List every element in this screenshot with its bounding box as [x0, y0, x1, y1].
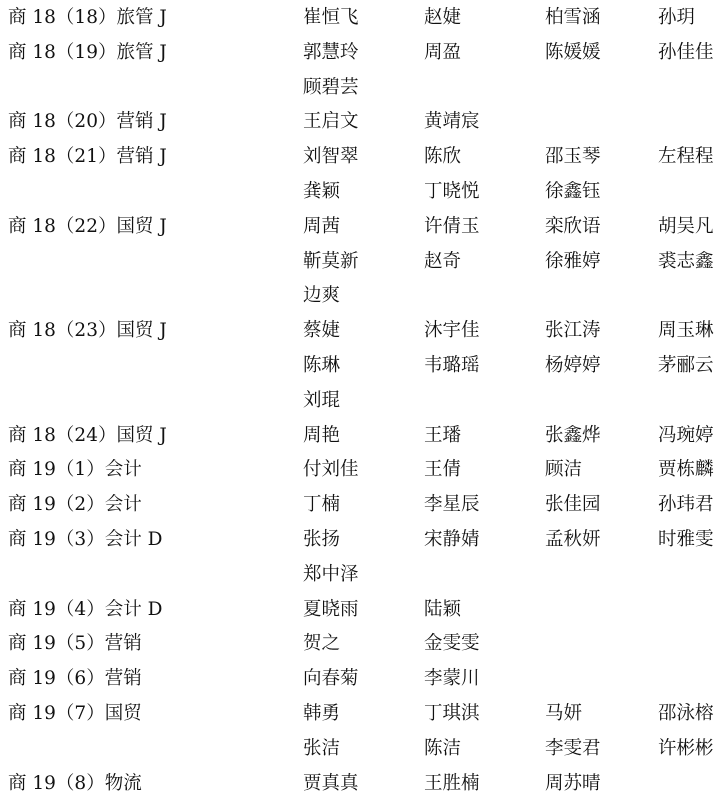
student-name: 金雯雯 [424, 633, 480, 655]
roster-row [0, 175, 727, 210]
student-name: 马妍 [545, 702, 583, 724]
class-name: 商 19（4）会计 D [8, 598, 163, 620]
student-name: 陈欣 [424, 146, 462, 168]
roster-row [0, 314, 727, 349]
roster-row [0, 697, 727, 732]
student-name: 贺之 [303, 633, 341, 655]
student-name: 韦璐瑶 [424, 354, 480, 376]
student-name: 丁琪淇 [424, 702, 480, 724]
student-name: 周艳 [303, 424, 341, 446]
student-name: 刘智翠 [303, 146, 359, 168]
student-name: 李蒙川 [424, 668, 480, 690]
class-name: 商 19（7）国贸 [8, 702, 142, 724]
student-name: 宋静婧 [424, 528, 480, 550]
class-name: 商 18（23）国贸 J [8, 320, 167, 342]
student-name: 徐鑫钰 [545, 180, 601, 202]
student-name: 孟秋妍 [545, 528, 601, 550]
class-name: 商 18（18）旅管 J [8, 7, 167, 28]
student-name: 时雅雯 [658, 528, 714, 550]
class-name: 商 19（6）营销 [8, 668, 142, 690]
roster-row [0, 662, 727, 697]
student-name: 向春菊 [303, 668, 359, 690]
student-name: 周玉琳 [658, 320, 714, 342]
roster-row [0, 453, 727, 488]
class-name: 商 19（1）会计 [8, 459, 142, 481]
student-name: 许彬彬 [658, 737, 714, 759]
student-name: 胡吴凡 [658, 215, 714, 237]
student-name: 王璠 [424, 424, 462, 446]
roster-row [0, 245, 727, 280]
roster-row [0, 36, 727, 71]
roster-row [0, 71, 727, 106]
student-name: 陈洁 [424, 737, 462, 759]
roster-row [0, 349, 727, 384]
roster-row [0, 210, 727, 245]
student-name: 郭慧玲 [303, 41, 359, 63]
student-name: 周茜 [303, 215, 341, 237]
student-name: 沐宇佳 [424, 320, 480, 342]
student-name: 张扬 [303, 528, 341, 550]
student-name: 王倩 [424, 459, 462, 481]
roster-row [0, 105, 727, 140]
student-name: 许倩玉 [424, 215, 480, 237]
student-name: 茅郦云 [658, 354, 714, 376]
student-name: 栾欣语 [545, 215, 601, 237]
student-name: 柏雪涵 [545, 7, 601, 28]
student-name: 贾真真 [303, 772, 359, 794]
student-name: 赵奇 [424, 250, 462, 272]
roster-document [0, 1, 727, 801]
student-name: 张鑫烨 [545, 424, 601, 446]
student-name: 徐雅婷 [545, 250, 601, 272]
student-name: 边爽 [303, 285, 341, 307]
student-name: 裘志鑫 [658, 250, 714, 272]
class-name: 商 18（21）营销 J [8, 146, 167, 168]
student-name: 黄靖宸 [424, 111, 480, 133]
class-name: 商 19（3）会计 D [8, 528, 163, 550]
class-name: 商 19（8）物流 [8, 772, 142, 794]
class-name: 商 19（2）会计 [8, 494, 142, 516]
student-name: 靳莫新 [303, 250, 359, 272]
student-name: 郑中泽 [303, 563, 359, 585]
student-name: 丁晓悦 [424, 180, 480, 202]
student-name: 邵泳榕 [658, 702, 714, 724]
class-name: 商 19（5）营销 [8, 633, 142, 655]
class-name: 商 18（19）旅管 J [8, 41, 167, 63]
student-name: 付刘佳 [303, 459, 359, 481]
roster-row [0, 279, 727, 314]
roster-row [0, 140, 727, 175]
roster-row [0, 593, 727, 628]
student-name: 周苏晴 [545, 772, 601, 794]
roster-row [0, 732, 727, 767]
student-name: 顾碧芸 [303, 76, 359, 98]
student-name: 刘琨 [303, 389, 341, 411]
student-name: 崔恒飞 [303, 7, 359, 28]
student-name: 李雯君 [545, 737, 601, 759]
student-name: 陈媛媛 [545, 41, 601, 63]
roster-row [0, 558, 727, 593]
roster-row [0, 627, 727, 662]
student-name: 孙玮君 [658, 494, 714, 516]
roster-row [0, 488, 727, 523]
student-name: 陆颖 [424, 598, 462, 620]
student-name: 冯琬婷 [658, 424, 714, 446]
student-name: 丁楠 [303, 494, 341, 516]
student-name: 李星辰 [424, 494, 480, 516]
roster-row [0, 1, 727, 36]
class-name: 商 18（22）国贸 J [8, 215, 167, 237]
class-name: 商 18（20）营销 J [8, 111, 167, 133]
student-name: 夏晓雨 [303, 598, 359, 620]
student-name: 龚颖 [303, 180, 341, 202]
roster-row [0, 384, 727, 419]
student-name: 张佳园 [545, 494, 601, 516]
student-name: 赵婕 [424, 7, 462, 28]
roster-row [0, 523, 727, 558]
student-name: 贾栋麟 [658, 459, 714, 481]
student-name: 孙佳佳 [658, 41, 714, 63]
student-name: 韩勇 [303, 702, 341, 724]
roster-row [0, 767, 727, 801]
student-name: 蔡婕 [303, 320, 341, 342]
student-name: 王胜楠 [424, 772, 480, 794]
student-name: 陈琳 [303, 354, 341, 376]
student-name: 孙玥 [658, 7, 696, 28]
student-name: 周盈 [424, 41, 462, 63]
student-name: 顾洁 [545, 459, 583, 481]
student-name: 左程程 [658, 146, 714, 168]
student-name: 张洁 [303, 737, 341, 759]
student-name: 杨婷婷 [545, 354, 601, 376]
roster-row [0, 419, 727, 454]
student-name: 邵玉琴 [545, 146, 601, 168]
student-name: 王启文 [303, 111, 359, 133]
class-name: 商 18（24）国贸 J [8, 424, 167, 446]
student-name: 张江涛 [545, 320, 601, 342]
